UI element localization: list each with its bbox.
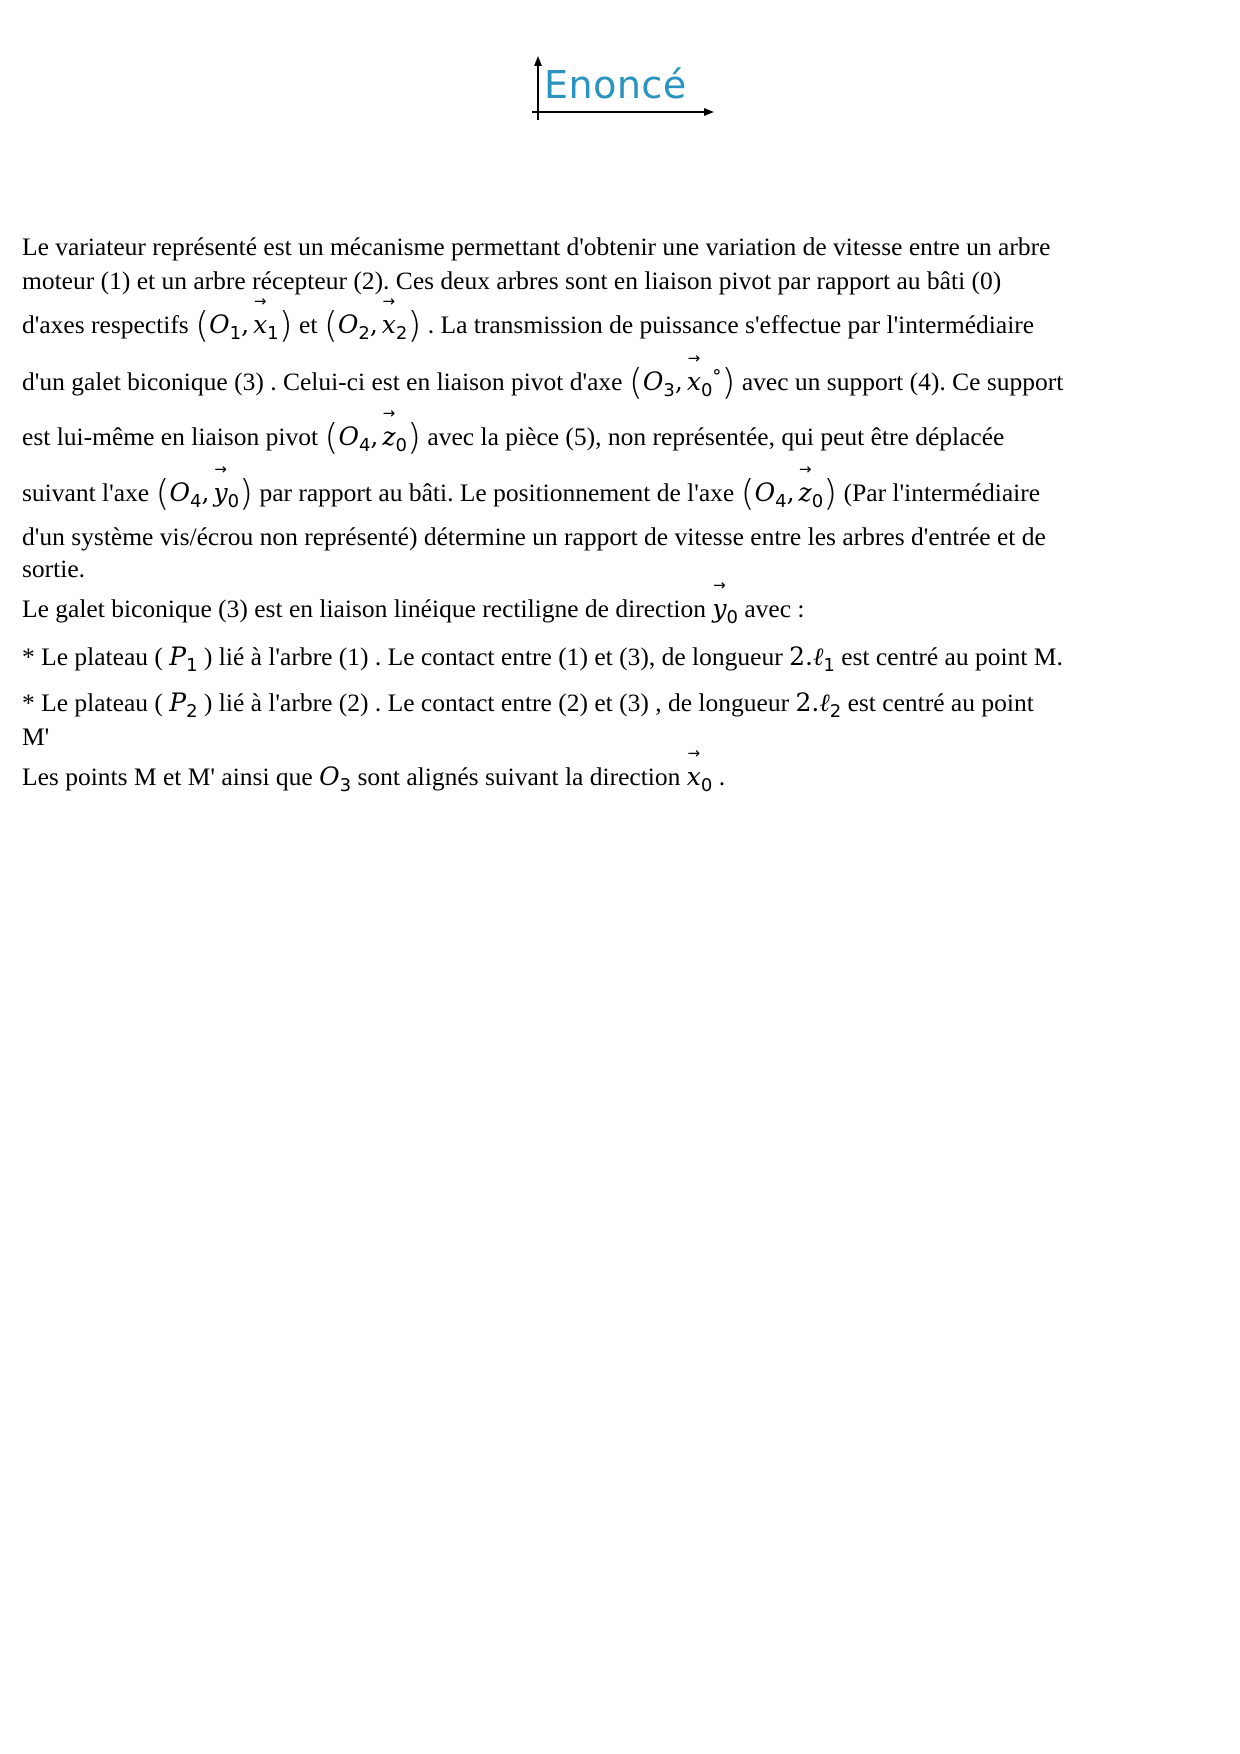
text-line-2: moteur (1) et un arbre récepteur (2). Ces deux arbres sont en liaison pivot par rapport au bâti (0) bbox=[22, 266, 1002, 295]
title-block bbox=[528, 56, 718, 126]
math-y0: → $y_0$ bbox=[712, 594, 738, 623]
text-line-5: est lui-même en liaison pivot $(O_4,\to z_0)$ avec la pièce (5), non représentée, qui peut être déplacée bbox=[22, 422, 1004, 452]
math-O3: $O_3$ bbox=[319, 762, 352, 796]
text-line-9: Le galet biconique (3) est en liaison linéique rectiligne de direction → $y_0$ avec : bbox=[22, 594, 805, 624]
text-line-7: d'un système vis/écrou non représenté) détermine un rapport de vitesse entre les arbres d'entrée et de bbox=[22, 522, 1046, 551]
math-O4-y0: $(O_4,\to y_0)$ bbox=[155, 478, 253, 507]
page-title: Enoncé bbox=[544, 63, 687, 107]
math-2l2: 2.ℓ$_2$ bbox=[795, 688, 842, 722]
math-O2-x2: $(O_2,\to x_2)$ bbox=[324, 310, 422, 339]
math-P1: $P_1$ bbox=[169, 642, 198, 676]
math-2l1: 2.ℓ$_1$ bbox=[789, 642, 835, 676]
math-x0: → $x_0$ bbox=[687, 762, 713, 791]
text-line-12: M' bbox=[22, 722, 50, 751]
text-line-11: * Le plateau ( $P_2$ ) lié à l'arbre (2) . Le contact entre (2) et (3) , de longueur 2.ℓ$_2$ est centré au point bbox=[22, 688, 1034, 722]
text-line-13: Les points M et M' ainsi que $O_3$ sont alignés suivant la direction → $x_0$ . bbox=[22, 762, 725, 792]
text-line-6: suivant l'axe $(O_4,\to y_0)$ par rapport au bâti. Le positionnement de l'axe $(O_4,\to z_0)$ (Par l'intermédiaire bbox=[22, 478, 1040, 508]
math-O4-z0-b: $(O_4,\to z_0)$ bbox=[741, 478, 838, 507]
text-line-3: d'axes respectifs $(O_1,\to x_1)$ et $(O_2,\to x_2)$ . La transmission de puissance s'effectue par l'intermédiaire bbox=[22, 310, 1034, 340]
math-P2: $P_2$ bbox=[169, 688, 198, 722]
text-line-4: d'un galet biconique (3) . Celui-ci est en liaison pivot d'axe $(O_3,\to x_0^\circ)$ avec un support (4). Ce support bbox=[22, 366, 1063, 397]
math-O3-x0: $(O_3,\to x_0^\circ)$ bbox=[629, 367, 736, 396]
math-O4-z0: $(O_4,\to z_0)$ bbox=[324, 422, 421, 451]
math-O1-x1: $(O_1,\to x_1)$ bbox=[195, 310, 293, 339]
text-line-8: sortie. bbox=[22, 554, 86, 583]
text-line-10: * Le plateau ( $P_1$ ) lié à l'arbre (1) . Le contact entre (1) et (3), de longueur 2.ℓ$_1$ est centré au point M. bbox=[22, 642, 1063, 676]
text-line-1: Le variateur représenté est un mécanisme permettant d'obtenir une variation de vitesse entre un arbre bbox=[22, 232, 1051, 261]
